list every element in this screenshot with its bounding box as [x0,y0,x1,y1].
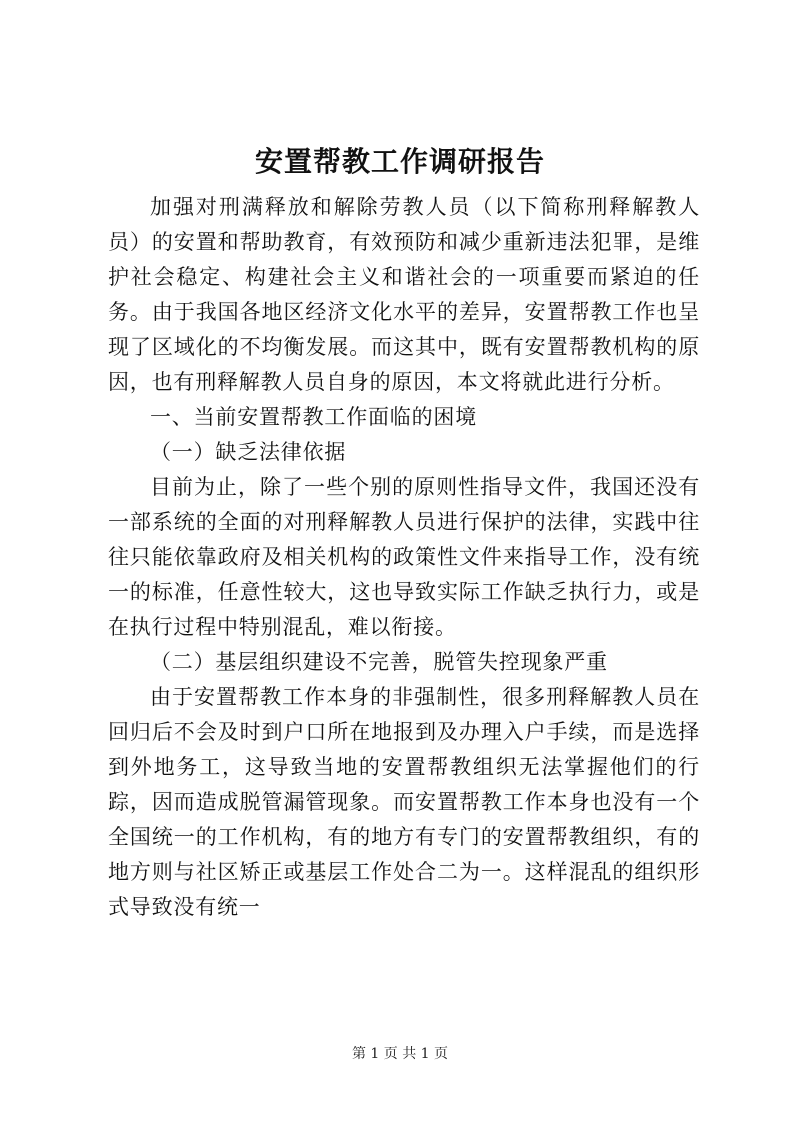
document-title: 安置帮教工作调研报告 [254,145,545,178]
paragraph-legal-basis: 目前为止，除了一些个别的原则性指导文件，我国还没有一部系统的全面的对刑释解教人员进行保护的法律，实践中往往只能依靠政府及相关机构的政策性文件来指导工作，没有统一的标准，任意性较大，这也导致实际工作缺乏执行力，或是在执行过程中特别混乱，难以衔接。 [108,475,700,639]
paragraph-organization: 由于安置帮教工作本身的非强制性，很多刑释解教人员在回归后不会及时到户口所在地报到及办理入户手续，而是选择到外地务工，这导致当地的安置帮教组织无法掌握他们的行踪，因而造成脱管漏管现象。而安置帮教工作本身也没有一个全国统一的工作机构，有的地方有专门的安置帮教组织，有的地方则与社区矫正或基层工作处合二为一。这样混乱的组织形式导致没有统一 [108,685,700,919]
section-heading-1: 一、当前安置帮教工作面临的困境 [150,405,477,429]
paragraph-intro: 加强对刑满释放和解除劳教人员（以下简称刑释解教人员）的安置和帮助教育，有效预防和减少重新违法犯罪，是维护社会稳定、构建社会主义和谐社会的一项重要而紧迫的任务。由于我国各地区经济文化水平的差异，安置帮教工作也呈现了区域化的不均衡发展。而这其中，既有安置帮教机构的原因，也有刑释解教人员自身的原因，本文将就此进行分析。 [108,195,700,394]
document-body [108,190,700,925]
page-footer: 第 1 页 共 1 页 [351,1046,449,1062]
subsection-heading-1: （一）缺乏法律依据 [150,440,347,464]
subsection-heading-2: （二）基层组织建设不完善，脱管失控现象严重 [150,650,608,674]
